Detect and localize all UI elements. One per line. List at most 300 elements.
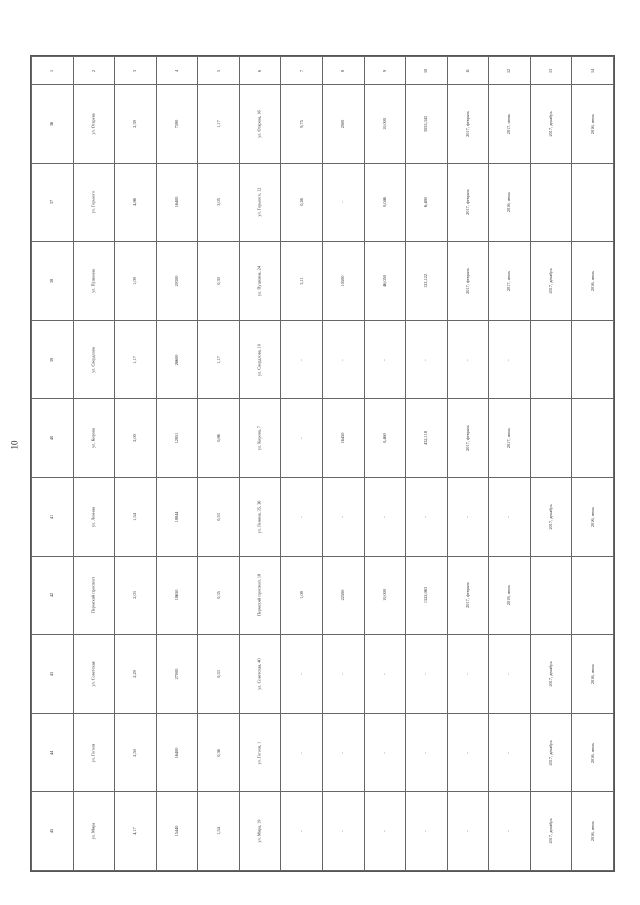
cell-text: 9,75: [298, 120, 304, 128]
page-number: 10: [9, 440, 20, 450]
cell-text: 0,86: [215, 434, 221, 442]
table-cell-no: [32, 477, 74, 556]
cell-text: 2016, июль: [589, 113, 595, 134]
cell-text: ул. Мира: [90, 822, 96, 840]
table-cell-b: [156, 399, 198, 478]
table-row: [32, 320, 614, 399]
column-number: 10: [423, 68, 429, 73]
cell-text: 4,17: [132, 827, 138, 835]
cell-text: 2017, декабрь: [547, 268, 553, 294]
table-cell-a: [115, 477, 157, 556]
table-cell-m3: [364, 163, 406, 242]
table-cell-m2: [322, 477, 364, 556]
table-cell-d1: [447, 556, 489, 635]
cell-text: Пермский проспект: [90, 577, 96, 614]
column-number-cell: [281, 57, 323, 85]
cell-text: 2017, февраль: [464, 110, 470, 137]
cell-text: 3,11: [298, 277, 304, 285]
table-cell-m1: [281, 556, 323, 635]
cell-text: ул. Гоголя, 1: [256, 741, 262, 764]
table-cell-c: [198, 399, 240, 478]
cell-text: 16400: [173, 197, 179, 208]
column-number: 3: [132, 69, 138, 72]
cell-text: 1,17: [132, 355, 138, 364]
table-cell-street: [73, 792, 115, 871]
table-cell-street: [73, 85, 115, 164]
cell-text: ул. Кирова: [90, 428, 96, 448]
cell-text: -: [381, 751, 387, 754]
cell-text: 43: [49, 671, 55, 677]
cell-text: -: [340, 516, 346, 518]
cell-text: -: [340, 751, 346, 754]
table-row: [32, 713, 614, 792]
cell-text: 18650: [173, 589, 179, 601]
cell-text: 1,54: [132, 513, 138, 521]
table-cell-d2: [489, 713, 531, 792]
cell-text: -: [423, 830, 429, 832]
cell-text: 7590: [173, 119, 179, 129]
table-row: [32, 477, 614, 556]
table-cell-r1: [530, 477, 572, 556]
cell-text: -: [298, 437, 304, 439]
table-cell-r1: [530, 163, 572, 242]
cell-text: 2,50: [132, 748, 138, 757]
cell-text: 2,39: [132, 120, 138, 128]
cell-text: 2017, декабрь: [547, 818, 553, 844]
table-cell-note: [239, 242, 281, 321]
table-cell-r1: [530, 556, 572, 635]
table-cell-a: [115, 635, 157, 714]
cell-text: 2,03: [132, 591, 138, 600]
column-number-cell: [322, 57, 364, 85]
cell-text: -: [464, 673, 470, 675]
table-cell-b: [156, 320, 198, 399]
table-row: [32, 242, 614, 321]
table-cell-d1: [447, 399, 489, 478]
table-cell-d2: [489, 320, 531, 399]
cell-text: ул. Гоголя: [90, 743, 96, 762]
table-cell-d1: [447, 792, 489, 871]
table-cell-m4: [406, 320, 448, 399]
cell-text: -: [340, 201, 346, 204]
table-cell-m4: [406, 635, 448, 714]
cell-text: 40: [49, 436, 55, 441]
table-cell-m2: [322, 556, 364, 635]
table-cell-r1: [530, 320, 572, 399]
cell-text: -: [423, 516, 429, 518]
rotated-data-table: [30, 55, 615, 872]
table-cell-r1: [530, 713, 572, 792]
cell-text: -: [464, 358, 470, 361]
cell-text: 10500: [340, 275, 346, 287]
table-cell-r1: [530, 792, 572, 871]
table-cell-m1: [281, 792, 323, 871]
cell-text: 22500: [340, 589, 346, 601]
table-cell-note: [239, 399, 281, 478]
cell-text: 2017, февраль: [464, 582, 470, 609]
table-cell-c: [198, 242, 240, 321]
cell-text: ул. Горького: [90, 191, 96, 214]
table-cell-r2: [572, 85, 614, 164]
cell-text: -: [298, 358, 304, 361]
cell-text: ул. Горького, 12: [256, 187, 262, 217]
cell-text: 0,30: [215, 277, 221, 285]
table-cell-b: [156, 477, 198, 556]
cell-text: -: [381, 516, 387, 518]
table-cell-b: [156, 713, 198, 792]
cell-text: 46,050: [381, 275, 387, 287]
cell-text: 432,118: [423, 431, 429, 446]
cell-text: 1,54: [215, 827, 221, 835]
cell-text: ул. Пушкина: [90, 269, 96, 293]
cell-text: -: [298, 516, 304, 518]
cell-text: ул. Огарева, 16: [256, 110, 262, 138]
table-cell-d2: [489, 477, 531, 556]
table-cell-m2: [322, 163, 364, 242]
cell-text: 2016, июль: [589, 821, 595, 842]
table-cell-r2: [572, 242, 614, 321]
table-cell-m3: [364, 792, 406, 871]
cell-text: -: [464, 830, 470, 832]
cell-text: 39: [49, 357, 55, 362]
cell-text: 2017, июль: [506, 428, 512, 449]
cell-text: 2017, февраль: [464, 268, 470, 294]
column-number-cell: [32, 57, 74, 85]
table-cell-c: [198, 792, 240, 871]
cell-text: 2017, июнь: [506, 113, 512, 135]
table-row: [32, 792, 614, 871]
table-row: [32, 163, 614, 242]
column-number: 13: [548, 68, 554, 73]
cell-text: -: [506, 830, 512, 832]
table-cell-m1: [281, 713, 323, 792]
column-number-row: [32, 57, 614, 85]
cell-text: 1,09: [132, 277, 138, 285]
cell-text: 15440: [173, 825, 179, 837]
table-cell-note: [239, 792, 281, 871]
cell-text: 0,046: [381, 197, 387, 208]
table-cell-m1: [281, 399, 323, 478]
cell-text: 2017, июль: [506, 270, 512, 292]
table-cell-note: [239, 85, 281, 164]
table-cell-note: [239, 163, 281, 242]
table-cell-r2: [572, 713, 614, 792]
column-number-cell: [572, 57, 614, 85]
column-number: 6: [257, 69, 263, 72]
table-cell-d1: [447, 163, 489, 242]
table-cell-no: [32, 320, 74, 399]
table-cell-b: [156, 635, 198, 714]
table-cell-m3: [364, 85, 406, 164]
table-cell-r1: [530, 85, 572, 164]
cell-text: 2016, июль: [589, 270, 595, 292]
cell-text: -: [423, 358, 429, 361]
cell-text: -: [298, 673, 304, 675]
table-cell-m2: [322, 713, 364, 792]
table-cell-m3: [364, 635, 406, 714]
table-cell-d1: [447, 242, 489, 321]
cell-text: 2017, декабрь: [547, 504, 553, 530]
cell-text: 0,460: [381, 433, 387, 444]
column-number: 5: [215, 69, 221, 72]
cell-text: 0,26: [298, 198, 304, 207]
table-cell-r2: [572, 792, 614, 871]
cell-text: ул. Ленина: [90, 506, 96, 527]
table-cell-a: [115, 713, 157, 792]
table-cell-a: [115, 399, 157, 478]
table-cell-note: [239, 477, 281, 556]
table-cell-m4: [406, 399, 448, 478]
cell-text: ул. Ленина, 35, 36: [256, 500, 262, 534]
cell-text: 16450: [340, 432, 346, 444]
cell-text: 10,000: [381, 117, 387, 130]
table-cell-r1: [530, 635, 572, 714]
table-cell-m1: [281, 163, 323, 242]
column-number-cell: [406, 57, 448, 85]
column-number: 14: [589, 68, 595, 73]
table-cell-note: [239, 320, 281, 399]
table-cell-m2: [322, 320, 364, 399]
table-cell-b: [156, 792, 198, 871]
table-cell-c: [198, 713, 240, 792]
cell-text: 4,86: [132, 198, 138, 207]
cell-text: 16400: [173, 747, 179, 758]
cell-text: 2017, декабрь: [547, 740, 553, 766]
cell-text: Пермский проспект, 18: [256, 574, 262, 617]
table-cell-note: [239, 713, 281, 792]
table-cell-m2: [322, 792, 364, 871]
cell-text: 2000: [340, 119, 346, 129]
cell-text: ул. Советская, 40: [256, 658, 262, 690]
cell-text: ул. Пушкина, 24: [256, 266, 262, 296]
table-cell-m2: [322, 635, 364, 714]
table-cell-d1: [447, 635, 489, 714]
column-number-cell: [156, 57, 198, 85]
cell-text: 2016, июль: [589, 663, 595, 685]
cell-text: 42: [49, 593, 55, 598]
cell-text: -: [340, 830, 346, 832]
cell-text: 2017, февраль: [464, 425, 470, 452]
table-cell-street: [73, 635, 115, 714]
table-cell-m4: [406, 163, 448, 242]
table-cell-r1: [530, 242, 572, 321]
cell-text: 2016, июль: [589, 742, 595, 763]
table-cell-m2: [322, 399, 364, 478]
table-cell-street: [73, 556, 115, 635]
table-cell-c: [198, 163, 240, 242]
table-cell-d2: [489, 85, 531, 164]
table-cell-d2: [489, 556, 531, 635]
table-cell-d2: [489, 399, 531, 478]
table-cell-street: [73, 399, 115, 478]
table-cell-m2: [322, 242, 364, 321]
table-row: [32, 85, 614, 164]
table-cell-r2: [572, 163, 614, 242]
table-cell-c: [198, 556, 240, 635]
cell-text: 44: [49, 750, 55, 755]
table-cell-d2: [489, 635, 531, 714]
cell-text: 2017, декабрь: [547, 661, 553, 687]
cell-text: 2018, июль: [506, 585, 512, 606]
cell-text: -: [506, 673, 512, 675]
cell-text: -: [298, 751, 304, 754]
table-cell-street: [73, 163, 115, 242]
table-cell-r2: [572, 635, 614, 714]
table-cell-r2: [572, 556, 614, 635]
cell-text: ул. Огарева: [90, 113, 96, 135]
table-cell-d2: [489, 163, 531, 242]
table-cell-street: [73, 477, 115, 556]
table-cell-m3: [364, 242, 406, 321]
table-cell-m4: [406, 477, 448, 556]
cell-text: 12851: [173, 432, 179, 444]
cell-text: ул. Мира, 19: [256, 819, 262, 843]
table-cell-no: [32, 792, 74, 871]
table-cell-a: [115, 242, 157, 321]
table-cell-m1: [281, 635, 323, 714]
cell-text: 3,05: [215, 198, 221, 207]
table-cell-a: [115, 163, 157, 242]
column-number-cell: [239, 57, 281, 85]
table-cell-note: [239, 556, 281, 635]
table-cell-m3: [364, 320, 406, 399]
cell-text: -: [340, 673, 346, 675]
cell-text: 2,00: [132, 434, 138, 442]
column-number: 9: [381, 69, 387, 72]
table-cell-street: [73, 320, 115, 399]
table-cell-no: [32, 242, 74, 321]
cell-text: -: [381, 358, 387, 361]
cell-text: 45: [49, 829, 55, 834]
table-cell-m1: [281, 477, 323, 556]
column-number: 1: [49, 69, 55, 72]
column-number-cell: [115, 57, 157, 85]
table-cell-b: [156, 242, 198, 321]
cell-text: 0,53: [215, 670, 221, 678]
table-cell-r2: [572, 399, 614, 478]
table-cell-m4: [406, 792, 448, 871]
table-cell-d1: [447, 477, 489, 556]
cell-text: 10,000: [381, 589, 387, 602]
table-cell-a: [115, 320, 157, 399]
table-cell-m4: [406, 713, 448, 792]
cell-text: 18844: [173, 511, 179, 523]
table-cell-no: [32, 635, 74, 714]
cell-text: 0,35: [215, 591, 221, 600]
cell-text: 1,08: [298, 591, 304, 600]
cell-text: ул. Свердлова, 10: [256, 343, 262, 376]
table-cell-a: [115, 556, 157, 635]
cell-text: 2,29: [132, 670, 138, 678]
cell-text: 1522,063: [423, 587, 429, 604]
table-cell-no: [32, 713, 74, 792]
column-number-cell: [73, 57, 115, 85]
cell-text: 26600: [173, 354, 179, 365]
column-number: 4: [173, 69, 179, 72]
cell-text: 6,480: [423, 197, 429, 208]
table-cell-r2: [572, 477, 614, 556]
table-cell-r1: [530, 399, 572, 478]
cell-text: -: [506, 751, 512, 754]
table-cell-c: [198, 85, 240, 164]
column-number-cell: [530, 57, 572, 85]
column-number: 8: [340, 69, 346, 72]
table-cell-d1: [447, 713, 489, 792]
cell-text: 37: [49, 200, 55, 205]
cell-text: -: [381, 830, 387, 832]
table-cell-no: [32, 399, 74, 478]
table-cell-a: [115, 792, 157, 871]
column-number-cell: [447, 57, 489, 85]
table-cell-no: [32, 85, 74, 164]
table-cell-d1: [447, 85, 489, 164]
table-cell-m4: [406, 85, 448, 164]
cell-text: 2017, февраль: [464, 189, 470, 216]
table-cell-note: [239, 635, 281, 714]
cell-text: 2016, июль: [506, 192, 512, 213]
column-number: 12: [506, 68, 512, 73]
table-cell-m1: [281, 242, 323, 321]
cell-text: ул. Свердлова: [90, 346, 96, 373]
table-row: [32, 635, 614, 714]
cell-text: 0,36: [215, 748, 221, 757]
cell-text: -: [298, 830, 304, 832]
cell-text: 1,17: [215, 120, 221, 128]
cell-text: -: [381, 673, 387, 675]
cell-text: 153,122: [423, 274, 429, 288]
table-cell-a: [115, 85, 157, 164]
table-cell-r2: [572, 320, 614, 399]
cell-text: 1,17: [215, 355, 221, 364]
cell-text: 38: [49, 278, 55, 284]
table-cell-m4: [406, 556, 448, 635]
cell-text: -: [464, 751, 470, 754]
table-cell-m1: [281, 320, 323, 399]
table-cell-m3: [364, 713, 406, 792]
cell-text: ул. Кирова, 7: [256, 426, 262, 451]
cell-text: 2017, декабрь: [547, 111, 553, 137]
table-cell-no: [32, 163, 74, 242]
cell-text: 27000: [173, 668, 179, 680]
table-cell-m3: [364, 399, 406, 478]
column-number-cell: [364, 57, 406, 85]
table-cell-m4: [406, 242, 448, 321]
column-number: 7: [298, 69, 304, 72]
cell-text: 2016, июль: [589, 506, 595, 527]
cell-text: 36: [49, 121, 55, 126]
table-row: [32, 399, 614, 478]
column-number: 11: [464, 68, 470, 73]
cell-text: 0,53: [215, 513, 221, 521]
table-cell-m3: [364, 477, 406, 556]
table-cell-b: [156, 85, 198, 164]
table-cell-street: [73, 242, 115, 321]
cell-text: -: [464, 516, 470, 518]
cell-text: 3053,343: [423, 115, 429, 132]
table-cell-d2: [489, 242, 531, 321]
table-cell-d2: [489, 792, 531, 871]
cell-text: -: [506, 358, 512, 361]
table-cell-no: [32, 556, 74, 635]
table-cell-m1: [281, 85, 323, 164]
cell-text: -: [506, 516, 512, 518]
cell-text: -: [423, 673, 429, 675]
cell-text: -: [340, 358, 346, 361]
cell-text: 20300: [173, 275, 179, 287]
table-cell-m2: [322, 85, 364, 164]
table-cell-b: [156, 556, 198, 635]
table-row: [32, 556, 614, 635]
